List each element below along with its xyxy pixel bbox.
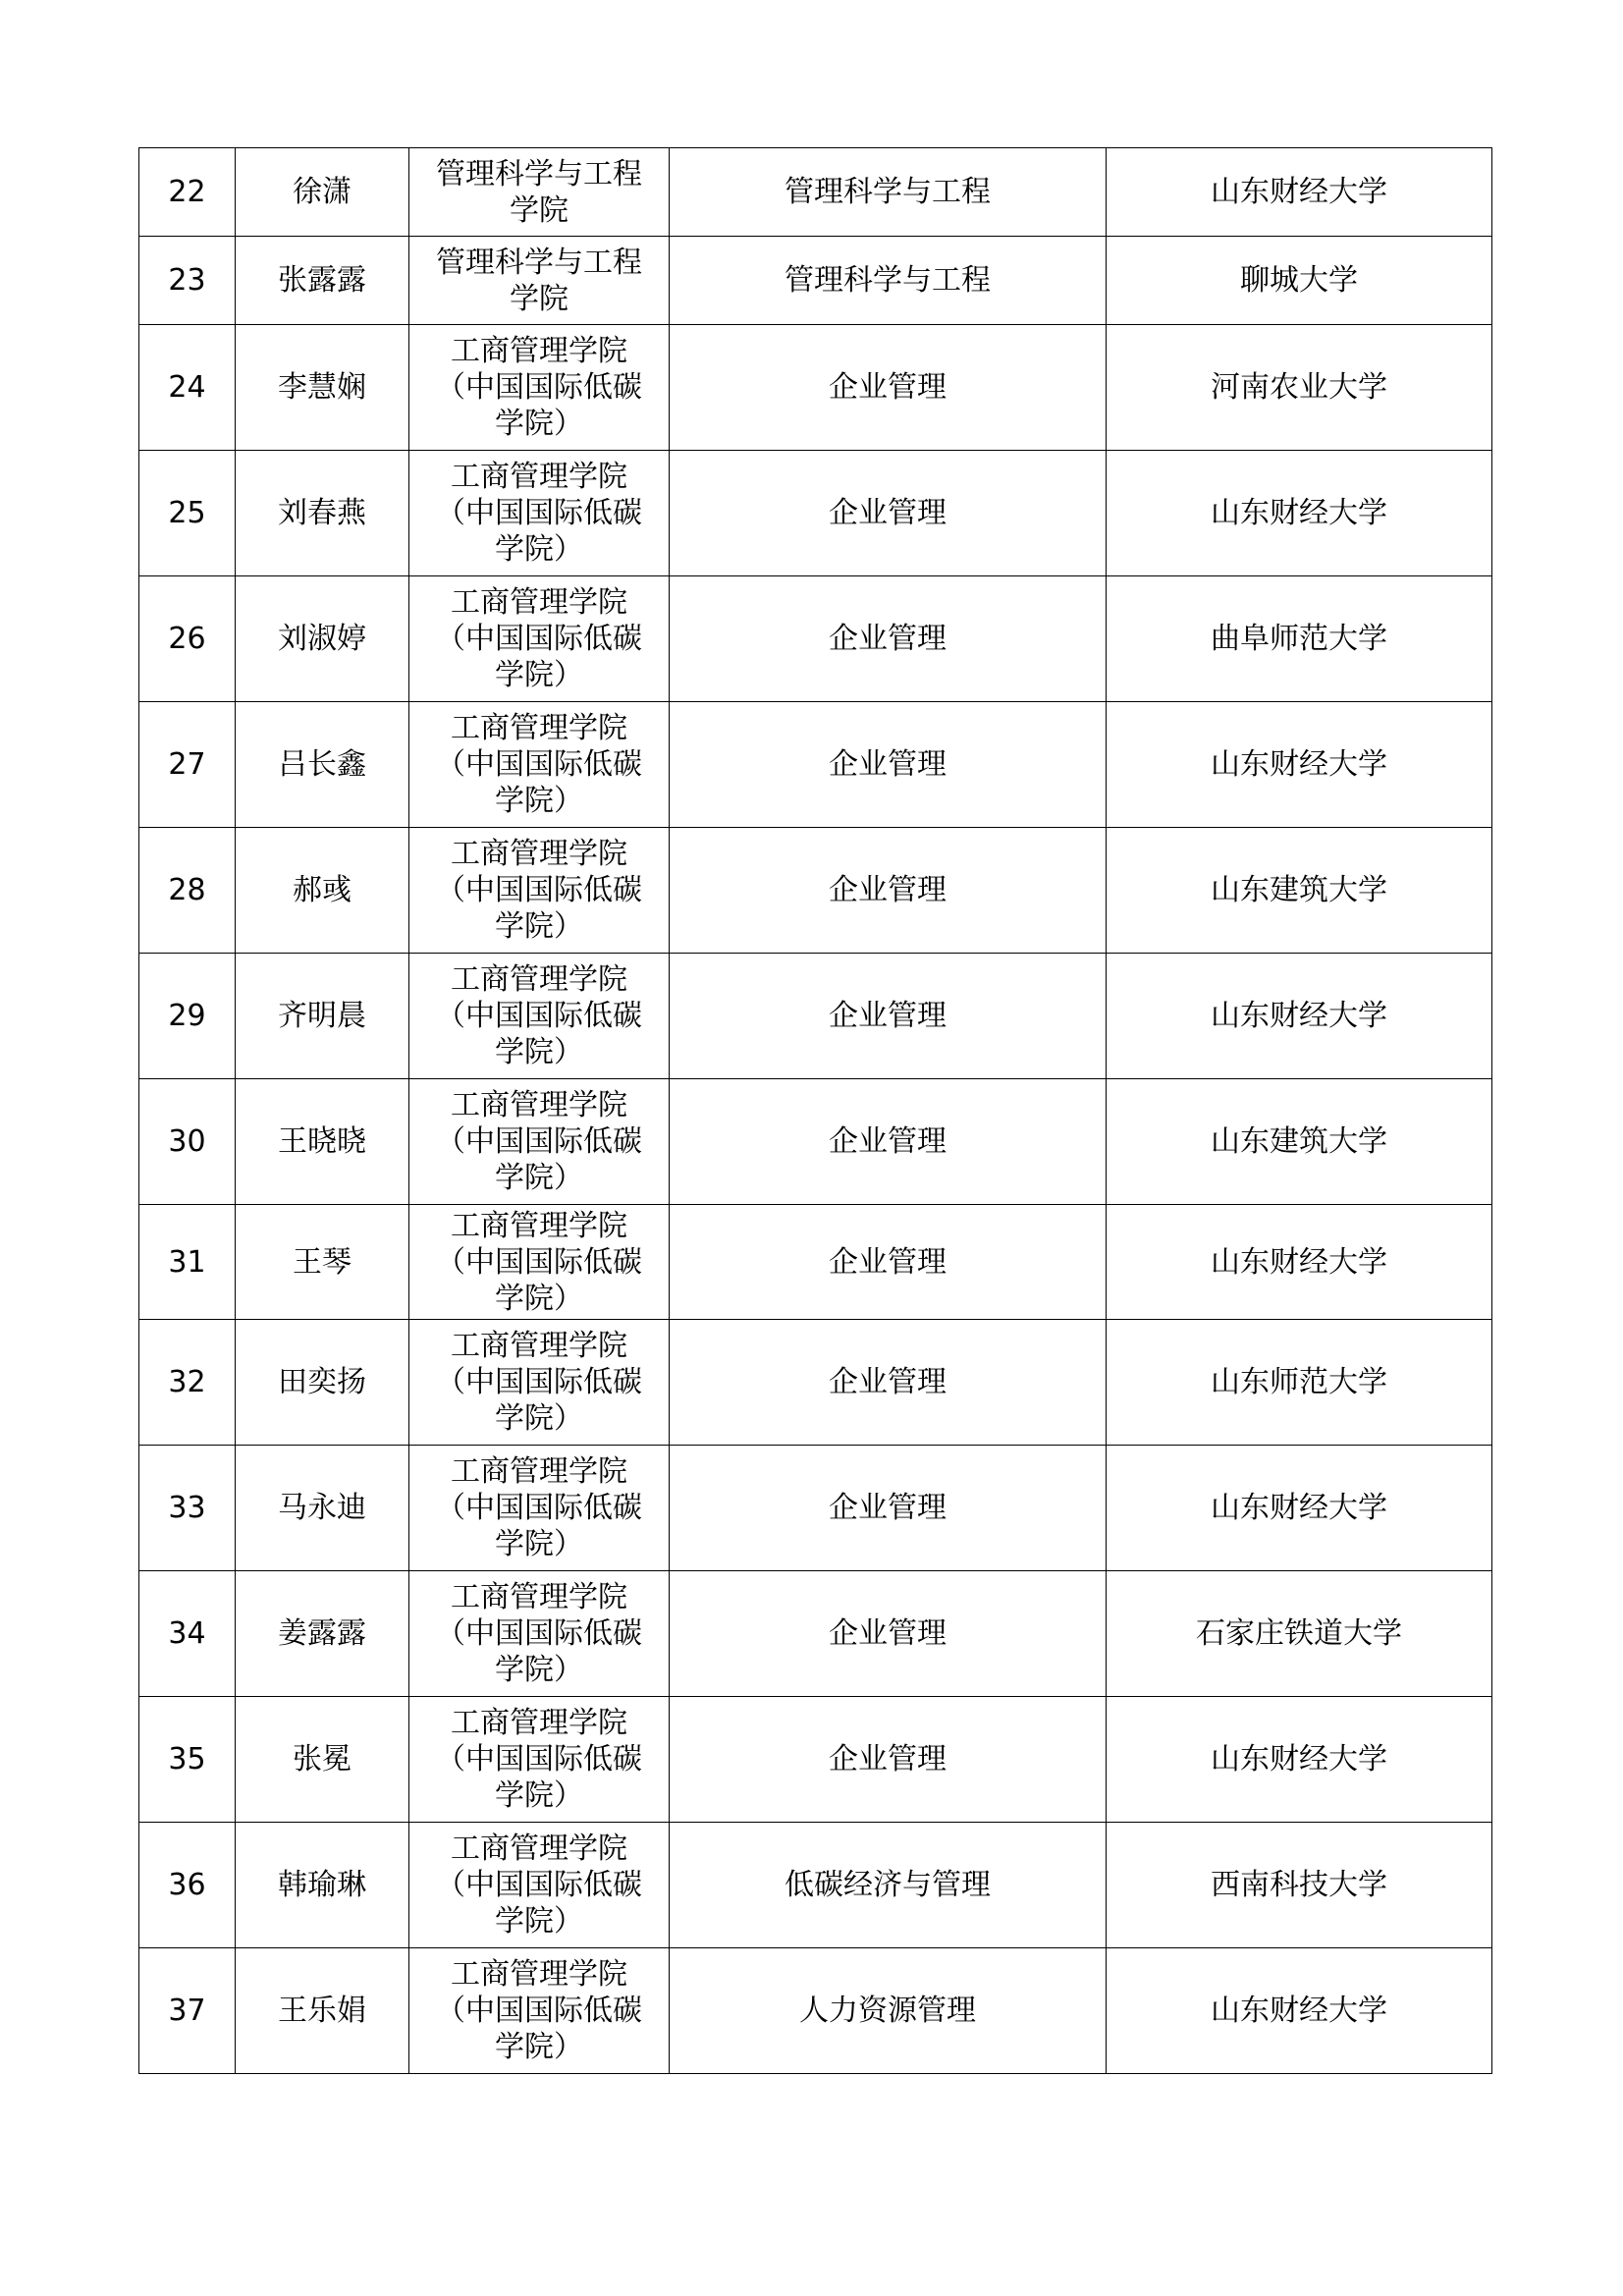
table-row [139, 1446, 1492, 1571]
major-name: 企业管理 [670, 828, 1107, 954]
student-name: 王乐娟 [236, 1948, 409, 2074]
university-name: 山东财经大学 [1107, 954, 1492, 1079]
student-name: 刘春燕 [236, 451, 409, 576]
college-name: 工商管理学院（中国国际低碳学院） [409, 954, 670, 1079]
major-name: 企业管理 [670, 451, 1107, 576]
row-number: 34 [139, 1571, 236, 1697]
university-name: 山东财经大学 [1107, 1446, 1492, 1571]
student-name: 王晓晓 [236, 1079, 409, 1205]
student-name: 李慧娴 [236, 325, 409, 451]
table-row [139, 1823, 1492, 1948]
table-row [139, 576, 1492, 702]
major-name: 企业管理 [670, 325, 1107, 451]
college-name: 工商管理学院（中国国际低碳学院） [409, 1079, 670, 1205]
major-name: 企业管理 [670, 702, 1107, 828]
student-name: 田奕扬 [236, 1320, 409, 1446]
table-row [139, 828, 1492, 954]
student-name: 刘淑婷 [236, 576, 409, 702]
student-name: 姜露露 [236, 1571, 409, 1697]
row-number: 27 [139, 702, 236, 828]
university-name: 石家庄铁道大学 [1107, 1571, 1492, 1697]
student-name: 齐明晨 [236, 954, 409, 1079]
row-number: 29 [139, 954, 236, 1079]
university-name: 山东财经大学 [1107, 702, 1492, 828]
university-name: 山东师范大学 [1107, 1320, 1492, 1446]
college-name: 工商管理学院（中国国际低碳学院） [409, 1446, 670, 1571]
college-name: 管理科学与工程学院 [409, 148, 670, 237]
major-name: 企业管理 [670, 1079, 1107, 1205]
student-name: 马永迪 [236, 1446, 409, 1571]
college-name: 工商管理学院（中国国际低碳学院） [409, 1823, 670, 1948]
row-number: 23 [139, 237, 236, 325]
university-name: 山东建筑大学 [1107, 1079, 1492, 1205]
university-name: 山东建筑大学 [1107, 828, 1492, 954]
college-name: 工商管理学院（中国国际低碳学院） [409, 702, 670, 828]
major-name: 企业管理 [670, 1697, 1107, 1823]
student-name: 王琴 [236, 1205, 409, 1320]
row-number: 32 [139, 1320, 236, 1446]
table-row [139, 1697, 1492, 1823]
row-number: 31 [139, 1205, 236, 1320]
row-number: 26 [139, 576, 236, 702]
college-name: 工商管理学院（中国国际低碳学院） [409, 1948, 670, 2074]
table-row [139, 702, 1492, 828]
table-row [139, 1205, 1492, 1320]
row-number: 28 [139, 828, 236, 954]
roster-table [138, 147, 1492, 2074]
table-row [139, 1571, 1492, 1697]
university-name: 山东财经大学 [1107, 1205, 1492, 1320]
university-name: 山东财经大学 [1107, 148, 1492, 237]
college-name: 工商管理学院（中国国际低碳学院） [409, 451, 670, 576]
college-name: 管理科学与工程学院 [409, 237, 670, 325]
college-name: 工商管理学院（中国国际低碳学院） [409, 1205, 670, 1320]
table-row [139, 954, 1492, 1079]
row-number: 33 [139, 1446, 236, 1571]
roster-table-body [139, 148, 1492, 2074]
college-name: 工商管理学院（中国国际低碳学院） [409, 325, 670, 451]
university-name: 西南科技大学 [1107, 1823, 1492, 1948]
major-name: 企业管理 [670, 1446, 1107, 1571]
major-name: 人力资源管理 [670, 1948, 1107, 2074]
major-name: 企业管理 [670, 576, 1107, 702]
row-number: 22 [139, 148, 236, 237]
college-name: 工商管理学院（中国国际低碳学院） [409, 828, 670, 954]
college-name: 工商管理学院（中国国际低碳学院） [409, 1320, 670, 1446]
major-name: 低碳经济与管理 [670, 1823, 1107, 1948]
student-name: 郝彧 [236, 828, 409, 954]
student-name: 徐潇 [236, 148, 409, 237]
row-number: 24 [139, 325, 236, 451]
major-name: 企业管理 [670, 1320, 1107, 1446]
table-row [139, 451, 1492, 576]
major-name: 企业管理 [670, 954, 1107, 1079]
row-number: 36 [139, 1823, 236, 1948]
student-name: 张冕 [236, 1697, 409, 1823]
major-name: 管理科学与工程 [670, 237, 1107, 325]
table-row [139, 237, 1492, 325]
table-row [139, 148, 1492, 237]
table-row [139, 1079, 1492, 1205]
row-number: 35 [139, 1697, 236, 1823]
university-name: 曲阜师范大学 [1107, 576, 1492, 702]
major-name: 企业管理 [670, 1205, 1107, 1320]
university-name: 山东财经大学 [1107, 451, 1492, 576]
row-number: 30 [139, 1079, 236, 1205]
college-name: 工商管理学院（中国国际低碳学院） [409, 1571, 670, 1697]
row-number: 37 [139, 1948, 236, 2074]
major-name: 管理科学与工程 [670, 148, 1107, 237]
college-name: 工商管理学院（中国国际低碳学院） [409, 576, 670, 702]
table-row [139, 1320, 1492, 1446]
university-name: 山东财经大学 [1107, 1948, 1492, 2074]
university-name: 山东财经大学 [1107, 1697, 1492, 1823]
row-number: 25 [139, 451, 236, 576]
student-name: 韩瑜琳 [236, 1823, 409, 1948]
university-name: 聊城大学 [1107, 237, 1492, 325]
table-row [139, 325, 1492, 451]
university-name: 河南农业大学 [1107, 325, 1492, 451]
table-row [139, 1948, 1492, 2074]
student-name: 张露露 [236, 237, 409, 325]
student-name: 吕长鑫 [236, 702, 409, 828]
college-name: 工商管理学院（中国国际低碳学院） [409, 1697, 670, 1823]
major-name: 企业管理 [670, 1571, 1107, 1697]
